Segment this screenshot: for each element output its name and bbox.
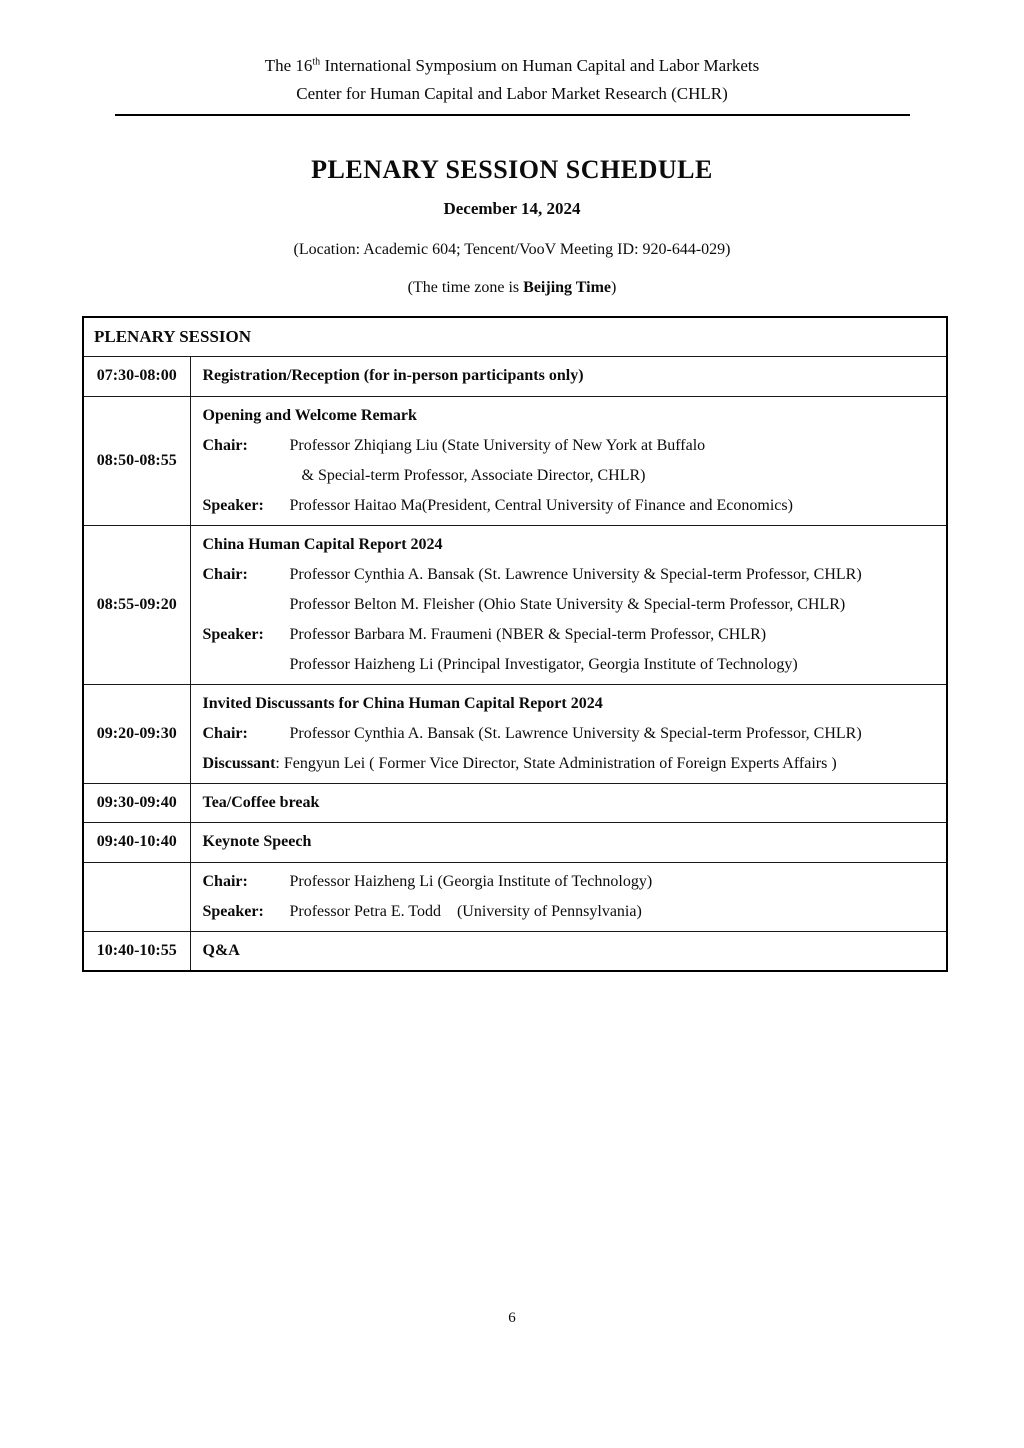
timezone-pre: (The time zone is [407,279,524,296]
page-number: 6 [508,1310,516,1326]
person-text: Professor Cynthia A. Bansak (St. Lawrence University & Special-term Professor, CHLR) [289,565,862,583]
role-label: Chair: [202,724,248,742]
session-title: China Human Capital Report 2024 [202,535,443,553]
chair-line [203,560,941,590]
header-rule [115,114,910,116]
role-label: Discussant [202,754,276,772]
table-row [83,525,947,684]
event-date: December 14, 2024 [443,199,581,218]
role-label: Chair: [202,565,248,583]
role-label: Chair: [202,872,248,890]
table-row [83,396,947,525]
session-cell [190,684,947,783]
session-cell [190,396,947,525]
session-title: Opening and Welcome Remark [202,406,417,424]
time-cell: 10:40-10:55 [83,931,190,971]
table-section-row [83,317,947,356]
schedule-table [82,316,948,972]
time-cell: 08:55-09:20 [83,525,190,684]
session-title: Tea/Coffee break [202,793,320,811]
session-cell [190,525,947,684]
timezone-line [0,276,1024,300]
person-text: Professor Petra E. Todd (University of Pennsylvania) [289,902,642,920]
person-text: & Special-term Professor, Associate Director, CHLR) [301,466,646,484]
chair-line [203,867,941,897]
session-cell [190,783,947,822]
session-cell [190,862,947,931]
section-header: PLENARY SESSION [83,317,947,356]
role-label: Speaker: [202,496,264,514]
ordinal-superscript: th [312,56,321,68]
time-cell: 09:20-09:30 [83,684,190,783]
speaker-line [203,491,941,521]
role-label: Speaker: [202,625,264,643]
person-text: Professor Zhiqiang Liu (State University of New York at Buffalo [289,436,706,454]
session-title: Invited Discussants for China Human Capital Report 2024 [202,694,603,712]
chair-line [203,431,941,461]
continuation-line [203,590,941,620]
location-line: (Location: Academic 604; Tencent/VooV Meeting ID: 920-644-029) [293,241,731,258]
time-cell-empty [83,862,190,931]
session-title: Q&A [202,941,240,959]
speaker-line [203,897,941,927]
table-row [83,931,947,971]
person-text: Professor Belton M. Fleisher (Ohio State University & Special-term Professor, CHLR) [289,595,846,613]
page-title: PLENARY SESSION SCHEDULE [311,155,713,184]
time-cell: 09:40-10:40 [83,822,190,862]
speaker-line [203,620,941,650]
time-cell: 09:30-09:40 [83,783,190,822]
person-text: : Fengyun Lei ( Former Vice Director, State Administration of Foreign Experts Affairs ) [275,754,837,772]
table-row [83,356,947,396]
role-label: Speaker: [202,902,264,920]
time-cell: 08:50-08:55 [83,396,190,525]
table-row [83,684,947,783]
person-text: Professor Haizheng Li (Georgia Institute of Technology) [289,872,653,890]
person-text: Professor Haizheng Li (Principal Investigator, Georgia Institute of Technology) [289,655,798,673]
chair-line [203,719,941,749]
session-title: Keynote Speech [202,833,312,850]
header-line-1-post: International Symposium on Human Capital and Labor Markets [320,56,760,75]
time-cell: 07:30-08:00 [83,356,190,396]
table-row [83,862,947,931]
table-row [83,783,947,822]
session-cell [190,356,947,396]
discussant-line [203,749,941,779]
person-text: Professor Cynthia A. Bansak (St. Lawrence University & Special-term Professor, CHLR) [289,724,862,742]
continuation-line [203,461,941,491]
timezone-post: ) [611,279,617,296]
document-header [0,0,1024,116]
session-title: Registration/Reception (for in-person participants only) [202,367,584,384]
timezone-bold: Beijing Time [523,279,612,296]
person-text: Professor Barbara M. Fraumeni (NBER & Special-term Professor, CHLR) [289,625,767,643]
session-cell [190,822,947,862]
header-line-2: Center for Human Capital and Labor Market Research (CHLR) [296,84,728,103]
person-text: Professor Haitao Ma(President, Central University of Finance and Economics) [289,496,793,514]
table-row [83,822,947,862]
role-label: Chair: [202,436,248,454]
header-line-1 [0,52,1024,80]
header-line-1-pre: The 16 [264,56,313,75]
continuation-line [203,650,941,680]
session-cell [190,931,947,971]
